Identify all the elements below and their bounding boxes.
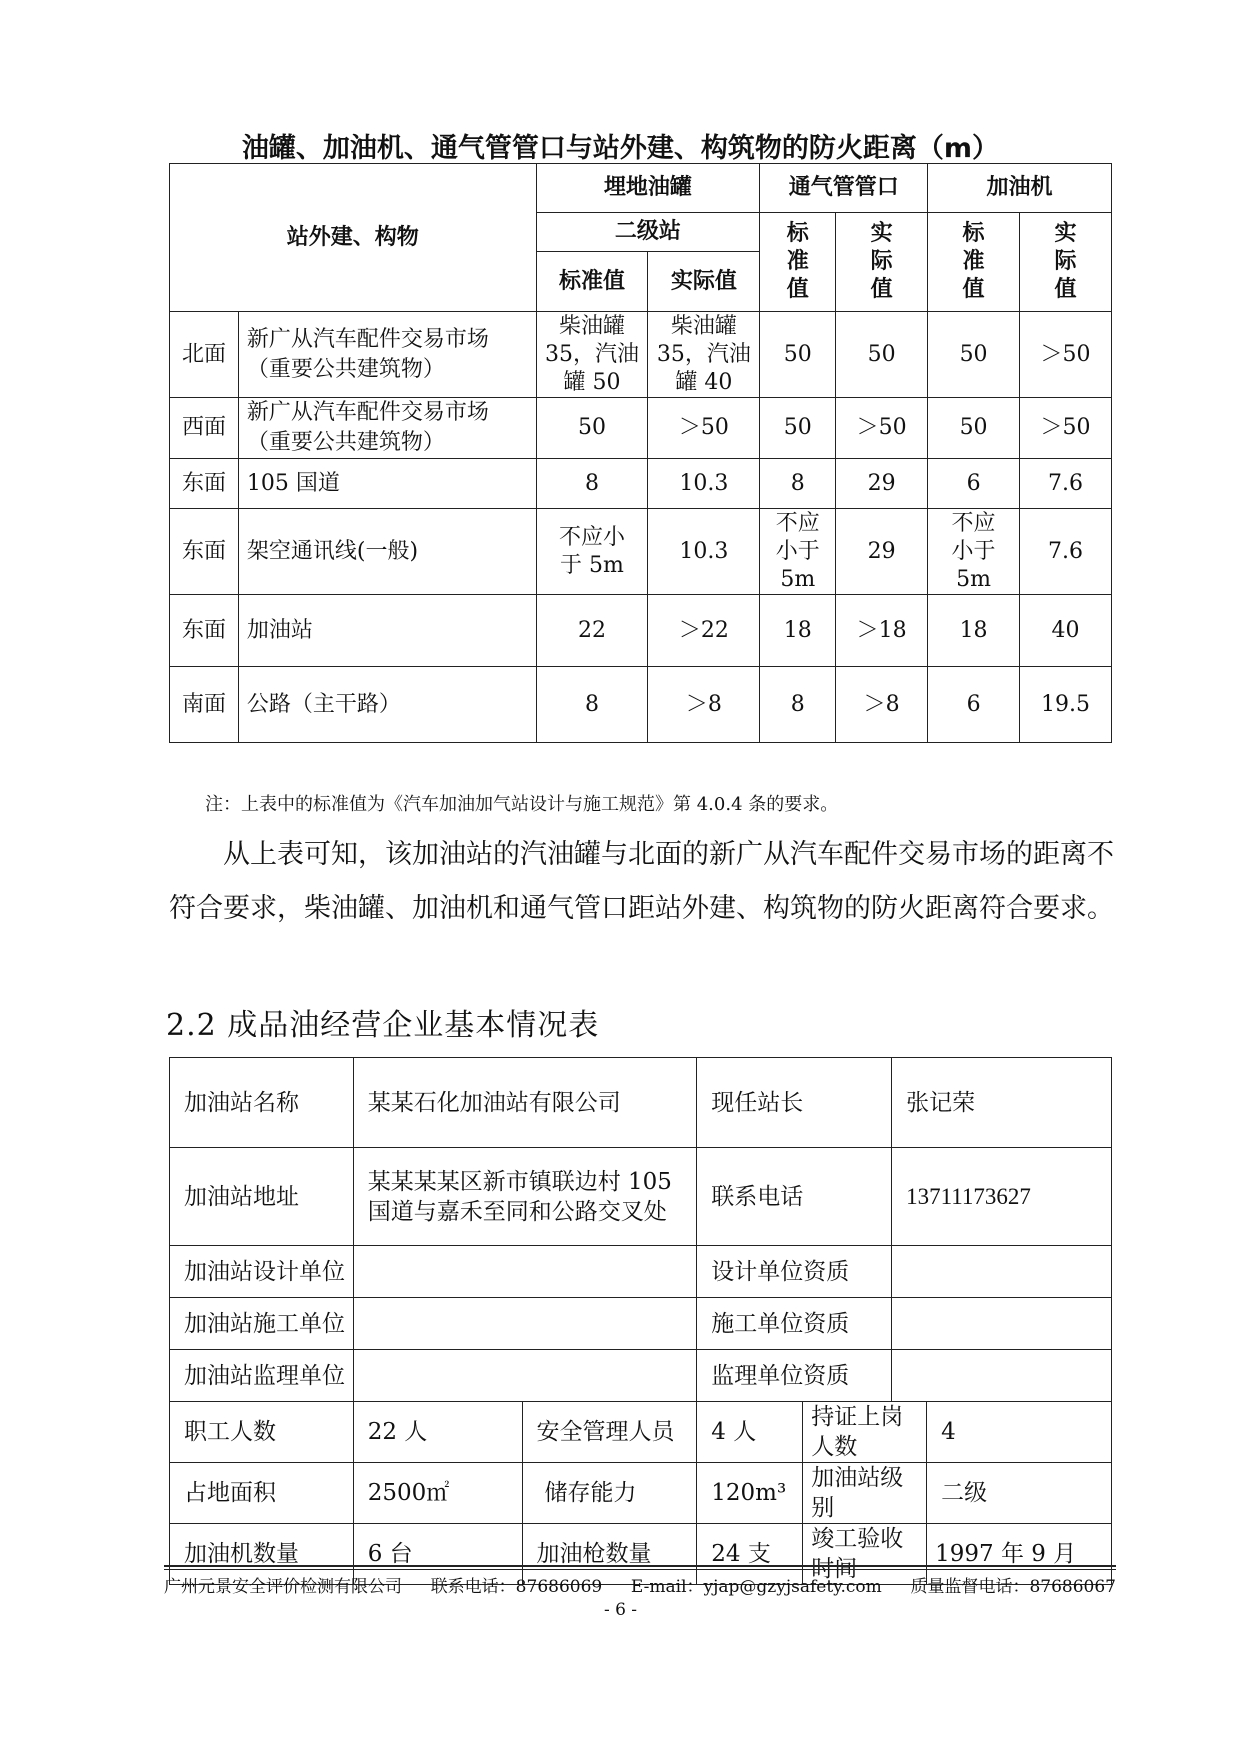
row-tank-std: 8	[536, 667, 648, 743]
supervise-label: 加油站监理单位	[170, 1350, 354, 1402]
footer-divider-thin	[164, 1569, 1116, 1570]
row-tank-std: 22	[536, 595, 648, 667]
row-disp-actual: ＞50	[1020, 312, 1112, 398]
header-tank-std: 标准值	[536, 252, 648, 312]
construct-label: 加油站施工单位	[170, 1298, 354, 1350]
manager-label: 现任站长	[697, 1058, 892, 1148]
safety: 4 人	[697, 1402, 803, 1463]
cert: 4	[927, 1402, 1112, 1463]
row-tank-actual: ＞8	[648, 667, 760, 743]
header-dispenser: 加油机	[928, 164, 1112, 213]
row-vent-actual: 29	[836, 509, 928, 595]
station-info-table	[169, 1057, 1112, 1585]
row-direction: 西面	[170, 398, 239, 459]
row-tank-actual: 10.3	[648, 509, 760, 595]
station-name-label: 加油站名称	[170, 1058, 354, 1148]
nozzles-label: 加油枪数量	[522, 1524, 697, 1585]
header-tank-actual: 实际值	[648, 252, 760, 312]
staff-label: 职工人数	[170, 1402, 354, 1463]
address: 某某某某区新市镇联边村 105 国道与嘉禾至同和公路交叉处	[353, 1148, 697, 1246]
fire-distance-table	[169, 163, 1112, 743]
row-vent-actual: ＞8	[836, 667, 928, 743]
row-disp-actual: 7.6	[1020, 459, 1112, 509]
table-note: 注：上表中的标准值为《汽车加油加气站设计与施工规范》第 4.0.4 条的要求。	[205, 794, 839, 815]
header-vent-actual: 实 际 值	[836, 213, 928, 312]
row-structure: 加油站	[238, 595, 536, 667]
completion-label: 竣工验收时间	[803, 1524, 927, 1585]
row-direction: 北面	[170, 312, 239, 398]
area-label: 占地面积	[170, 1463, 354, 1524]
row-vent-std: 不应 小于 5m	[760, 509, 836, 595]
row-direction: 东面	[170, 459, 239, 509]
row-vent-actual: ＞18	[836, 595, 928, 667]
cert-label: 持证上岗人数	[803, 1402, 927, 1463]
phone-label: 联系电话	[697, 1148, 892, 1246]
address-label: 加油站地址	[170, 1148, 354, 1246]
row-structure: 新广从汽车配件交易市场 （重要公共建筑物）	[238, 312, 536, 398]
footer-contact: 联系电话：87686069	[430, 1577, 603, 1597]
grade: 二级	[927, 1463, 1112, 1524]
row-direction: 南面	[170, 667, 239, 743]
area: 2500㎡	[353, 1463, 522, 1524]
row-vent-actual: ＞50	[836, 398, 928, 459]
row-tank-std: 50	[536, 398, 648, 459]
footer-divider	[164, 1565, 1116, 1567]
row-vent-std: 8	[760, 459, 836, 509]
supervise-qual-value	[892, 1350, 1112, 1402]
row-tank-actual: ＞50	[648, 398, 760, 459]
construct-qual-label: 施工单位资质	[697, 1298, 892, 1350]
table-row	[170, 312, 1112, 398]
row-disp-actual: 40	[1020, 595, 1112, 667]
row-disp-std: 18	[928, 595, 1020, 667]
completion: 1997 年 9 月	[927, 1524, 1112, 1585]
row-structure: 新广从汽车配件交易市场 （重要公共建筑物）	[238, 398, 536, 459]
design-value	[353, 1246, 697, 1298]
row-tank-std: 不应小 于 5m	[536, 509, 648, 595]
footer-email: E-mail：yjap@gzyjsafety.com	[630, 1577, 882, 1597]
table-row	[170, 459, 1112, 509]
design-qual-value	[892, 1246, 1112, 1298]
conclusion-paragraph: 从上表可知，该加油站的汽油罐与北面的新广从汽车配件交易市场的距离不符合要求，柴油罐、加油机和通气管口距站外建、构筑物的防火距离符合要求。	[169, 839, 1114, 924]
safety-label: 安全管理人员	[522, 1402, 697, 1463]
row-structure: 架空通讯线(一般)	[238, 509, 536, 595]
row-vent-std: 50	[760, 398, 836, 459]
row-structure: 公路（主干路）	[238, 667, 536, 743]
row-tank-actual: 柴油罐 35，汽油 罐 40	[648, 312, 760, 398]
construct-qual-value	[892, 1298, 1112, 1350]
row-vent-std: 8	[760, 667, 836, 743]
construct-value	[353, 1298, 697, 1350]
row-disp-actual: ＞50	[1020, 398, 1112, 459]
table-title: 油罐、加油机、通气管管口与站外建、构筑物的防火距离（m）	[241, 133, 1000, 164]
supervise-qual-label: 监理单位资质	[697, 1350, 892, 1402]
table-row	[170, 509, 1112, 595]
staff: 22 人	[353, 1402, 522, 1463]
row-vent-actual: 50	[836, 312, 928, 398]
manager: 张记荣	[892, 1058, 1112, 1148]
footer-quality: 质量监督电话：87686067	[910, 1577, 1116, 1597]
row-disp-std: 6	[928, 459, 1020, 509]
nozzles: 24 支	[697, 1524, 803, 1585]
supervise-value	[353, 1350, 697, 1402]
row-disp-std: 6	[928, 667, 1020, 743]
section-heading: 2.2 成品油经营企业基本情况表	[166, 1008, 600, 1043]
row-direction: 东面	[170, 595, 239, 667]
header-disp-std: 标 准 值	[928, 213, 1020, 312]
row-disp-std: 50	[928, 312, 1020, 398]
dispensers-label: 加油机数量	[170, 1524, 354, 1585]
row-disp-actual: 7.6	[1020, 509, 1112, 595]
row-direction: 东面	[170, 509, 239, 595]
row-tank-std: 8	[536, 459, 648, 509]
storage: 120m³	[697, 1463, 803, 1524]
table-row	[170, 398, 1112, 459]
row-structure: 105 国道	[238, 459, 536, 509]
header-disp-actual: 实 际 值	[1020, 213, 1112, 312]
row-vent-actual: 29	[836, 459, 928, 509]
header-buried-tank: 埋地油罐	[536, 164, 760, 213]
row-tank-actual: ＞22	[648, 595, 760, 667]
table-row	[170, 595, 1112, 667]
dispensers: 6 台	[353, 1524, 522, 1585]
row-disp-std: 50	[928, 398, 1020, 459]
page-number: - 6 -	[603, 1600, 638, 1620]
header-corner: 站外建、构物	[170, 164, 537, 312]
header-vent: 通气管管口	[760, 164, 928, 213]
phone: 13711173627	[892, 1148, 1112, 1246]
storage-label: 储存能力	[522, 1463, 697, 1524]
row-disp-std: 不应 小于 5m	[928, 509, 1020, 595]
header-vent-std: 标 准 值	[760, 213, 836, 312]
design-qual-label: 设计单位资质	[697, 1246, 892, 1298]
row-vent-std: 50	[760, 312, 836, 398]
table-row	[170, 667, 1112, 743]
grade-label: 加油站级别	[803, 1463, 927, 1524]
station-name: 某某石化加油站有限公司	[353, 1058, 697, 1148]
page-footer	[164, 1572, 1116, 1597]
footer-company: 广州元景安全评价检测有限公司	[164, 1577, 402, 1597]
row-tank-actual: 10.3	[648, 459, 760, 509]
row-tank-std: 柴油罐 35，汽油 罐 50	[536, 312, 648, 398]
design-label: 加油站设计单位	[170, 1246, 354, 1298]
row-disp-actual: 19.5	[1020, 667, 1112, 743]
row-vent-std: 18	[760, 595, 836, 667]
header-grade2: 二级站	[536, 213, 760, 252]
